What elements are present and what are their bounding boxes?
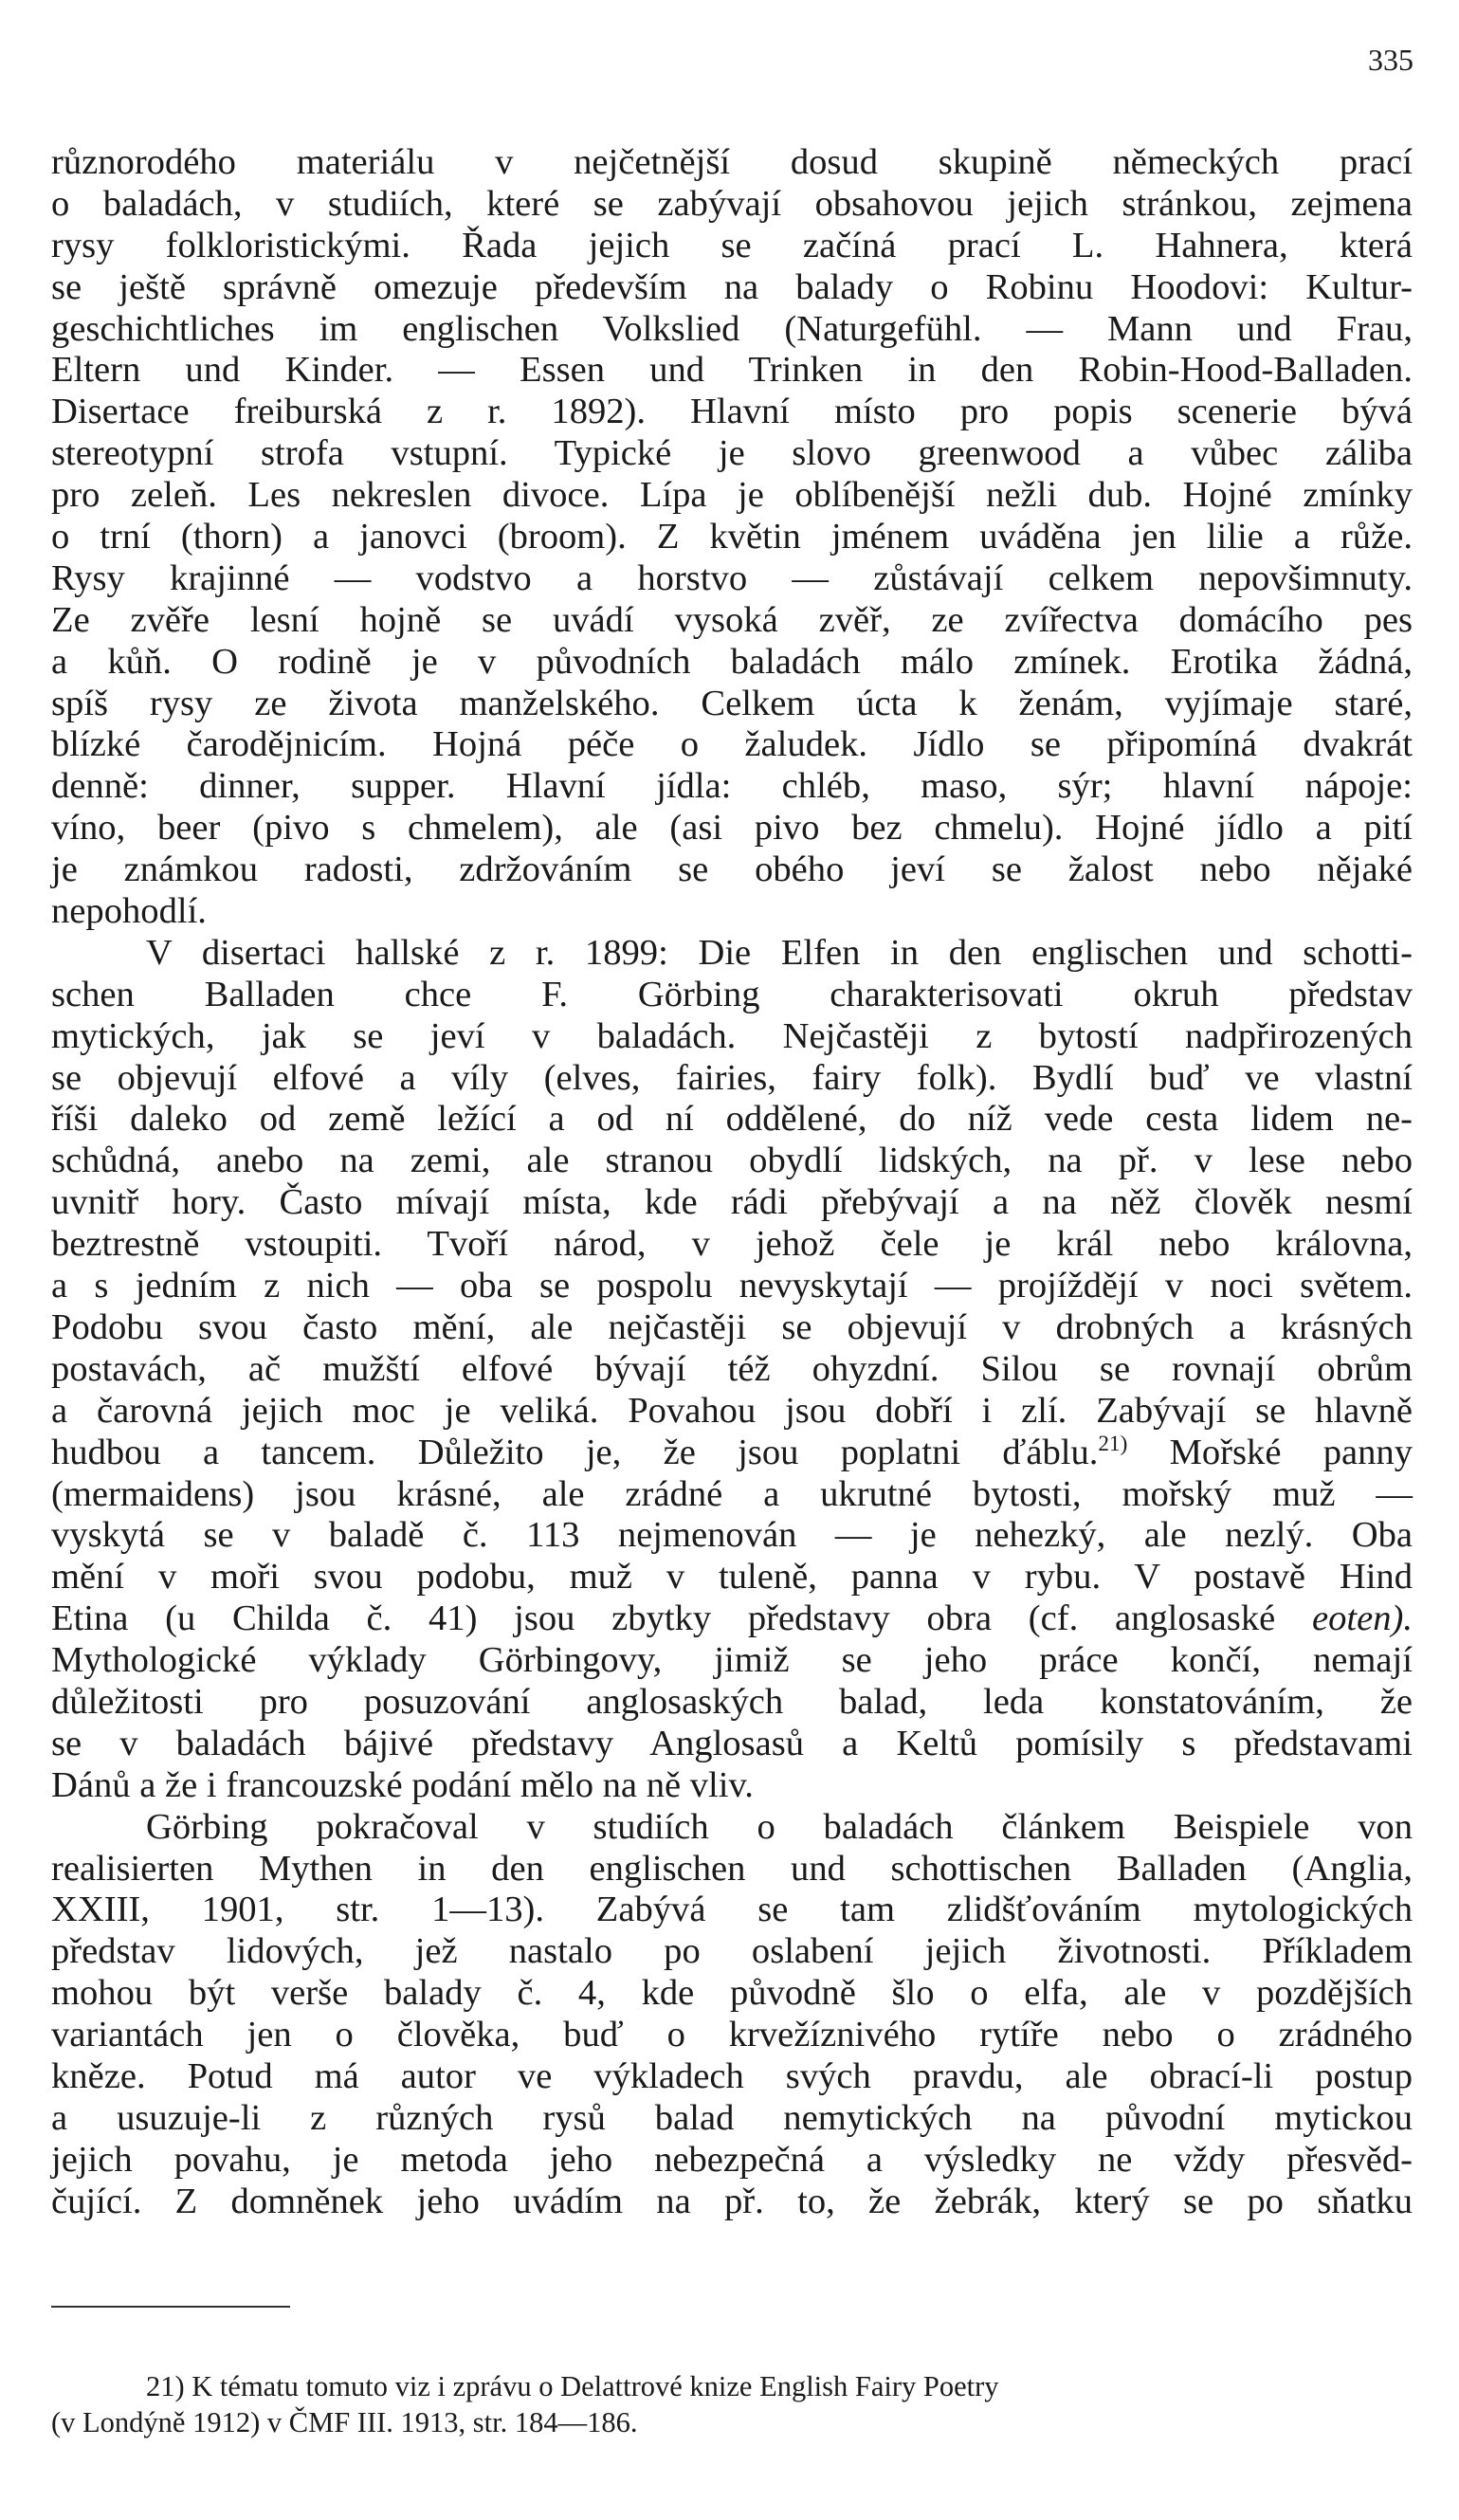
text-line: mohou být verše balady č. 4, kde původně šlo o elfa, ale v pozdějších [51, 1973, 1413, 2014]
text-line: mytických, jak se jeví v baladách. Nejčastěji z bytostí nadpřirozených [51, 1015, 1413, 1056]
text-line: pro zeleň. Les nekreslen divoce. Lípa je oblíbenější nežli dub. Hojné zmínky [51, 475, 1413, 516]
text-line: a usuzuje-li z různých rysů balad nemytických na původní mytickou [51, 2097, 1413, 2138]
text-line: mění v moři svou podobu, muž v tuleně, panna v rybu. V postavě Hind [51, 1557, 1413, 1598]
text-line: schen Balladen chce F. Görbing charakterisovati okruh představ [51, 974, 1413, 1014]
text-line: denně: dinner, supper. Hlavní jídla: chléb, maso, sýr; hlavní nápoje: [51, 766, 1413, 807]
text-line: beztrestně vstoupiti. Tvoří národ, v jehož čele je král nebo královna, [51, 1224, 1413, 1265]
text-line: jejich povahu, je metoda jeho nebezpečná a výsledky ne vždy přesvěd- [51, 2139, 1413, 2180]
text-segment: Mořské panny [1169, 1432, 1413, 1472]
text-line: geschichtliches im englischen Volkslied (Naturgefühl. — Mann und Frau, [51, 308, 1413, 349]
text-line: čující. Z domněnek jeho uvádím na př. to, že žebrák, který se po sňatku [51, 2181, 1413, 2221]
text-line: říši daleko od země ležící a od ní oddělené, do níž vede cesta lidem ne- [51, 1099, 1413, 1140]
footnote-line: 21) K tématu tomuto viz i zprávu o Delattrové knize English Fairy Poetry [146, 2370, 999, 2402]
text-line: XXIII, 1901, str. 1—13). Zabývá se tam zlidšťováním mytologických [51, 1890, 1413, 1930]
text-line: Podobu svou často mění, ale nejčastěji se objevují v drobných a krásných [51, 1306, 1413, 1347]
text-line: o baladách, v studiích, které se zabývají obsahovou jejich stránkou, zejmena [51, 183, 1413, 224]
text-line: různorodého materiálu v nejčetnější dosud skupině německých prací [51, 142, 1413, 182]
text-line: variantách jen o člověka, buď o krvežíznivého rytíře nebo o zrádného [51, 2015, 1413, 2055]
text-line: vyskytá se v baladě č. 113 nejmenován — je nehezký, ale nezlý. Oba [51, 1515, 1413, 1556]
text-line: důležitosti pro posuzování anglosaských balad, leda konstatováním, že [51, 1681, 1413, 1722]
text-line: spíš rysy ze života manželského. Celkem úcta k ženám, vyjímaje staré, [51, 683, 1413, 723]
text-line: a kůň. O rodině je v původních baladách málo zmínek. Erotika žádná, [51, 641, 1413, 682]
text-line: (mermaidens) jsou krásné, ale zrádné a ukrutné bytosti, mořský muž — [51, 1473, 1413, 1514]
text-line: Disertace freiburská z r. 1892). Hlavní místo pro popis scenerie bývá [51, 392, 1413, 432]
text-line: realisierten Mythen in den englischen und schottischen Balladen (Anglia, [51, 1848, 1413, 1889]
text-line: postavách, ač mužští elfové bývají též ohyzdní. Silou se rovnají obrům [51, 1348, 1413, 1389]
text-line: stereotypní strofa vstupní. Typické je slovo greenwood a vůbec záliba [51, 433, 1413, 474]
text-line: je známkou radosti, zdržováním se obého jeví se žalost nebo nějaké [51, 849, 1413, 890]
text-line: V disertaci hallské z r. 1899: Die Elfen in den englischen und schotti- [146, 932, 1413, 973]
page-number: 335 [1368, 43, 1413, 77]
text-line: se objevují elfové a víly (elves, fairies, fairy folk). Bydlí buď ve vlastní [51, 1057, 1413, 1098]
text-line: schůdná, anebo na zemi, ale stranou obydlí lidských, na př. v lese nebo [51, 1141, 1413, 1181]
text-line: se v baladách bájivé představy Anglosasů a Keltů pomísily s představami [51, 1723, 1413, 1763]
text-segment: Etina (u Childa č. 41) jsou zbytky představy obra (cf. anglosaské [51, 1598, 1276, 1639]
text-line: rysy folkloristickými. Řada jejich se začíná prací L. Hahnera, která [51, 225, 1413, 265]
text-line: Mythologické výklady Görbingovy, jimiž se jeho práce končí, nemají [51, 1640, 1413, 1681]
text-line [51, 1433, 1413, 1474]
text-line: a s jedním z nich — oba se pospolu nevyskytají — projíždějí v noci světem. [51, 1266, 1413, 1306]
text-line: o trní (thorn) a janovci (broom). Z květin jménem uváděna jen lilie a růže. [51, 517, 1413, 557]
text-line: Görbing pokračoval v studiích o baladách článkem Beispiele von [146, 1806, 1413, 1847]
text-line: Eltern und Kinder. — Essen und Trinken in den Robin-Hood-Balladen. [51, 350, 1413, 391]
text-line: se ještě správně omezuje především na balady o Robinu Hoodovi: Kultur- [51, 266, 1413, 307]
text-segment: hudbou a tancem. Důležito je, že jsou poplatni ďáblu. [51, 1432, 1099, 1472]
footnote-separator [51, 2306, 290, 2308]
text-line: Rysy krajinné — vodstvo a horstvo — zůstávají celkem nepovšimnuty. [51, 557, 1413, 598]
text-line: Dánů a že i francouzské podání mělo na ně vliv. [51, 1764, 754, 1805]
text-line: kněze. Potud má autor ve výkladech svých pravdu, ale obrací-li postup [51, 2055, 1413, 2096]
text-line: nepohodlí. [51, 891, 207, 932]
text-line: Ze zvěře lesní hojně se uvádí vysoká zvěř, ze zvířectva domácího pes [51, 599, 1413, 640]
footnote-reference: 21) [1098, 1431, 1128, 1456]
text-line: uvnitř hory. Často mívají místa, kde rádi přebývají a na něž člověk nesmí [51, 1182, 1413, 1223]
italic-term: eoten). [1311, 1598, 1413, 1639]
body-text [51, 142, 1413, 2223]
text-line: víno, beer (pivo s chmelem), ale (asi pivo bez chmelu). Hojné jídlo a pití [51, 808, 1413, 849]
text-line: a čarovná jejich moc je veliká. Povahou jsou dobří i zlí. Zabývají se hlavně [51, 1390, 1413, 1431]
footnote-line: (v Londýně 1912) v ČMF III. 1913, str. 184—186. [51, 2406, 638, 2438]
text-line: blízké čarodějnicím. Hojná péče o žaludek. Jídlo se připomíná dvakrát [51, 724, 1413, 765]
text-line: představ lidových, jež nastalo po oslabení jejich životnosti. Příkladem [51, 1931, 1413, 1972]
text-line [51, 1598, 1413, 1640]
footnotes [51, 2368, 1413, 2440]
